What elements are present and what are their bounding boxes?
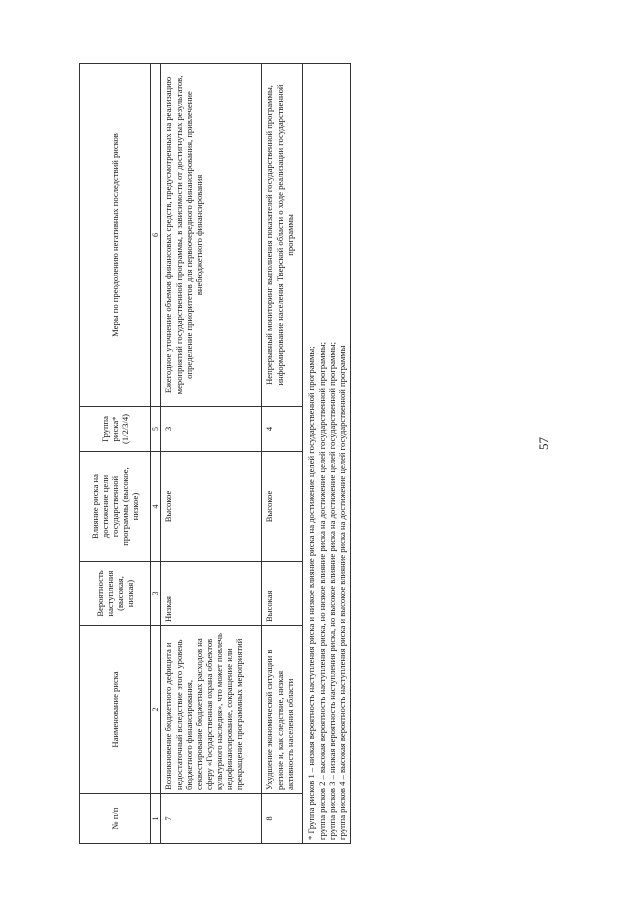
header-number: № п/п — [80, 794, 151, 844]
note-line: группа рисков 3 – низкая вероятность наступления риска, но высокое влияние риска на достижение целей государственной программы; — [326, 342, 337, 840]
column-number-row — [151, 64, 161, 844]
probability-value: Низкая — [161, 562, 262, 626]
impact-value: Высокое — [161, 452, 262, 562]
column-number: 5 — [151, 407, 161, 452]
measures-text: Ежегодное уточнение объемов финансовых средств, предусмотренных на реализацию мероприятий государственной программы, в зависимости от достигнутых результатов, определение приоритетов для первоочередного финансирования, привлечение внебюджетного финансирования — [161, 64, 262, 407]
header-row — [80, 64, 151, 844]
note-line: группа рисков 2 – высокая вероятность наступления риска, но низкое влияние риска на достижение целей государственной программы; — [316, 342, 327, 840]
row-number: 7 — [161, 794, 262, 844]
column-number: 4 — [151, 452, 161, 562]
measures-text: Непрерывный мониторинг выполнения показателей государственной программы, информирование населения Тверской области о ходе реализации государственной программы — [262, 64, 303, 407]
column-number: 3 — [151, 562, 161, 626]
impact-value: Высокое — [262, 452, 303, 562]
column-number: 6 — [151, 64, 161, 407]
risk-group-notes — [303, 64, 351, 844]
header-measures: Меры по преодолению негативных последствий рисков — [80, 64, 151, 407]
header-group: Группа риска* (1/2/3/4) — [80, 407, 151, 452]
risk-name: Возникновение бюджетного дефицита и недостаточный вследствие этого уровень бюджетного финансирования, секвестирование бюджетных расходов на сферу «Государственная охрана объектов культурного наследия», что может повлечь недофинансирование, сокращение или прекращение программных мероприятий — [161, 626, 262, 794]
page-number: 57 — [536, 437, 551, 450]
table-row — [262, 64, 303, 844]
table-row — [161, 64, 262, 844]
risk-name: Ухудшение экономической ситуации в регионе и, как следствие, низкая активность населения области — [262, 626, 303, 794]
group-value: 3 — [161, 407, 262, 452]
column-number: 2 — [151, 626, 161, 794]
header-risk-name: Наименование риска — [80, 626, 151, 794]
header-probability: Вероятность наступления (высокая, низкая) — [80, 562, 151, 626]
column-number: 1 — [151, 794, 161, 844]
probability-value: Высокая — [262, 562, 303, 626]
group-value: 4 — [262, 407, 303, 452]
risk-table — [79, 63, 351, 844]
notes-row — [303, 64, 351, 844]
note-line: группа рисков 4 – высокая вероятность наступления риска и высокое влияние риска на достижение целей государственной программы — [336, 345, 347, 840]
row-number: 8 — [262, 794, 303, 844]
header-impact: Влияние риска на достижение цели государственной программы (высокое, низкое) — [80, 452, 151, 562]
note-line: * Группа рисков 1 – низкая вероятность наступления риска и низкое влияние риска на достижение целей государственной программы; — [306, 346, 317, 840]
rotated-table-container — [79, 64, 397, 844]
